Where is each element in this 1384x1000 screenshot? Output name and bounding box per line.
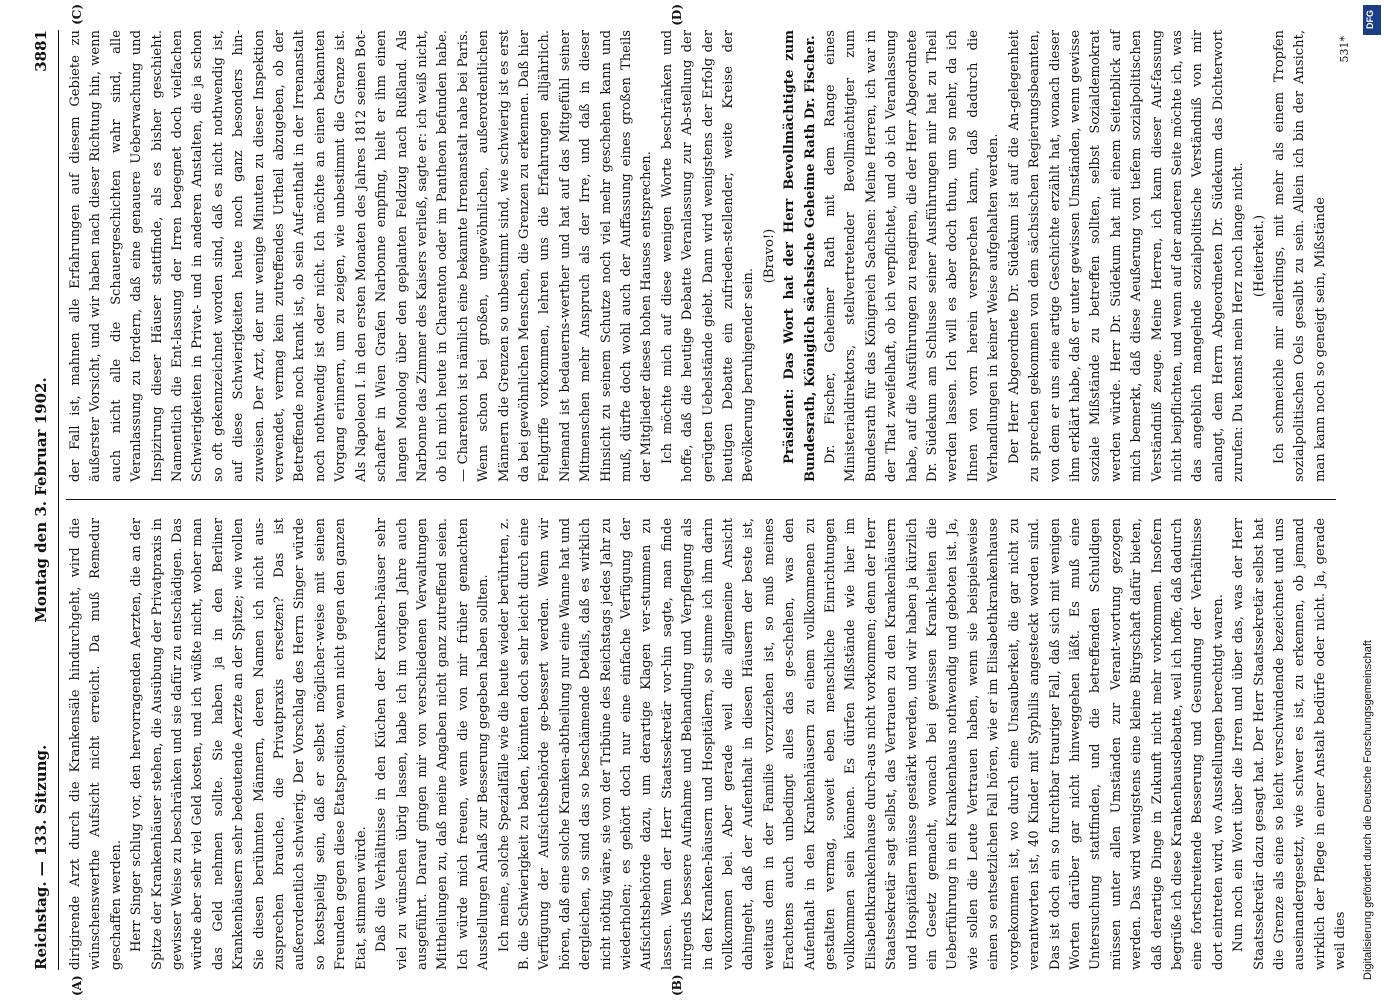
- digitization-text: Digitalisierung gefördert durch die Deutsche Forschungsgemeinschaft: [1362, 640, 1374, 980]
- president-speech: Präsident: Das Wort hat der Herr Bevollmächtigte zum Bundesrath, Königlich sächsische Geheime Rath Dr. Fischer.: [782, 30, 818, 482]
- margin-marker-d: (D): [670, 4, 684, 26]
- dfg-logo-text: DFG: [1365, 10, 1375, 29]
- right-paragraph: der Fall ist, mahnen alle Erfahrungen auf diesem Gebiete zu äußerster Vorsicht, und wir haben nach dieser Richtung hin, wenn auch nicht alle die Schauergeschichten wahr sind, alle Veranlassung zu fordern, daß eine genauere Ueberwachung und Inspizirung dieser Häuser stattfinde, als es bisher geschieht. Namentlich die Ent-lassung der Irren begegnet doch vielfachen Schwierigkeiten in Privat- und in anderen Anstalten, die ja schon so oft gekennzeichnet worden sind, daß es nicht nothwendig ist, auf diese Schwierigkeiten heute noch ganz besonders hin-zuweisen. Der Arzt, der nur wenige Minuten zu dieser Inspektion verwendet, vermag kein zutreffendes Urtheil abzugeben, ob der Betreffende noch krank ist, ob sein Auf-enthalt in der Irrenanstalt noch nothwendig ist oder nicht. Ich möchte an einen bekannten Vorgang erinnern, um zu zeigen, wie unbestimmt die Grenze ist. Als Napoleon I. in den ersten Monaten des Jahres 1812 seinen Bot-schafter in Wien Grafen Narbonne empfing, hielt er ihm einen langen Monolog über den geplanten Feldzug nach Rußland. Als Narbonne das Zimmer des Kaisers verließ, sagte er: ich weiß nicht, ob ich mich heute in Charenton oder im Pantheon befunden habe. — Charenton ist nämlich eine bekannte Irrenanstalt nahe bei Paris. Wenn schon bei großen, ungewöhnlichen, außerordentlichen Männern die Grenzen so unbestimmt sind, wie schwierig ist es erst da bei gewöhnlichen Menschen, die Grenzen zu erkennen. Daß hier Fehlgriffe vorkommen, lehren uns die Erfahrungen alljährlich. Niemand ist bedauerns-werther und hat auf das Mitgefühl seiner Mitmenschen mehr Anspruch als der Irre, und daß in dieser Hinsicht zu seinem Schutze noch viel mehr geschehen kann und muß, dürfte doch wohl auch der Auffassung eines großen Theils der Mitglieder dieses hohen Hauses entsprechen.: [68, 30, 655, 482]
- left-paragraph: dirigirende Arzt durch die Krankensäle hindurchgeht, wird die wünschenswerthe Aufsicht nicht erreicht. Da muß Remedur geschaffen werden.: [68, 518, 124, 970]
- sheet-number: 531*: [1338, 36, 1351, 63]
- header-session-title: Reichstag. — 133. Sitzung.: [32, 744, 50, 970]
- fischer-speech: Dr. Fischer, Geheimer Rath mit dem Range eines Ministerialdirektors, stellvertretender Bevollmächtigter zum Bundesrath für das Königreich Sachsen: Meine Herren, ich war in der That zweifelhaft, ob ich verpflichtet, und ob ich Veranlassung habe, auf die Ausführungen zu reagiren, die der Herr Abgeordnete Dr. Südekum am Schlusse seiner Ausführungen mir hat zu Theil werden lassen. Ich will es aber doch thun, um so mehr, da ich Ihnen von vorn herein versprechen kann, daß dadurch die Verhandlungen in keiner Weise aufgehalten werden.: [823, 30, 1002, 482]
- rotated-document-page: [30, 4, 1360, 996]
- laughter-note: (Heiterkeit.): [1251, 214, 1267, 298]
- right-column: [66, 30, 1336, 482]
- page-header: [30, 30, 58, 970]
- dfg-logo: [1363, 5, 1381, 35]
- right-paragraph: Ich schmeichle mir allerdings, mit mehr als einem Tropfen sozialpolitischen Oels gesalbt zu sein. Allein ich bin der Ansicht, man kann noch so geneigt sein, Mißstände: [1271, 30, 1328, 482]
- right-paragraph: Ich möchte mich auf diese wenigen Worte beschränken und hoffe, daß die heutige Debatte Veranlassung zur Ab-stellung der gerügten Uebelstände giebt. Dann wird wenigstens der Erfolg der heutigen Debatte ein zufrieden-stellender, weite Kreise der Bevölkerung beruhigender sein.: [659, 30, 757, 482]
- digitization-note: [1340, 40, 1384, 990]
- header-date: Montag den 3. Februar 1902.: [32, 377, 50, 623]
- left-column: [66, 518, 1349, 970]
- header-rule: [58, 30, 59, 970]
- margin-marker-b: (B): [670, 974, 684, 996]
- margin-marker-c: (C): [70, 4, 84, 25]
- margin-marker-a: (A): [70, 975, 84, 996]
- column-divider: [66, 499, 1336, 500]
- left-paragraph: Daß die Verhältnisse in den Küchen der Kranken-häuser sehr viel zu wünschen übrig lassen, habe ich im vorigen Jahre auch ausgeführt. Darauf gingen mir von verschiedenen Verwaltungen Mittheilungen zu, daß meine Angaben nicht ganz zutreffend seien. Ich würde mich freuen, wenn die von mir früher gemachten Ausstellungen Anlaß zur Besserung gegeben haben sollten.: [374, 518, 492, 970]
- left-paragraph: Ich meine, solche Spezialfälle wie die heute wieder berührten, z. B. die Schwierigkeit zu baden, könnten doch sehr leicht durch eine Verfügung der Aufsichtsbehörde ge-bessert werden. Wenn wir hören, daß eine solche Kranken-abtheilung nur eine Wanne hat und dergleichen, so sind das so beschämende Details, daß es wirklich nicht nöthig wäre, sie von der Tribüne des Reichstags jedes Jahr zu wiederholen; es gehört doch nur eine einfache Verfügung der Aufsichtsbehörde dazu, um derartige Klagen ver-stummen zu lassen. Wenn der Herr Staatssekretär vor-hin sagte, man finde nirgends bessere Aufnahme und Behandlung und Verpflegung als in den Kranken-häusern und Hospitälern, so stimme ich ihm darin vollkommen bei. Aber gerade weil die allgemeine Ansicht dahingeht, daß der Aufenthalt in diesen Häusern der beste ist, weitaus dem in der Familie vorzuziehen ist, so muß meines Erachtens auch unbedingt alles das ge-schehen, was den Aufenthalt in den Krankenhäusern zu einem vollkommenen zu gestalten vermag, soweit eben menschliche Einrichtungen vollkommen sein können. Es dürfen Mißstände wie hier im Elisabethkrankenhause durch-aus nicht vorkommen; denn der Herr Staatssekretär sagt selbst, das Vertrauen zu den Krankenhäusern und Hospitälern müsse gestärkt werden, und wir haben ja kürzlich ein Gesetz gemacht, wonach bei gewissen Krank-heiten die Ueberführung in ein Krankenhaus nothwendig und geboten ist. Ja, wie sollen die Leute Vertrauen haben, wenn sie beispielsweise einen so entsetzlichen Fall hören, wie er im Elisabethkrankenhause vorgekommen ist, wo durch eine Unsauberkeit, die gar nicht zu verantworten ist, 40 Kinder mit Syphilis angesteckt worden sind. Das ist doch ein so furchtbar trauriger Fall, daß sich mit wenigen Worten darüber gar nicht hinweggehen läßt. Es muß eine Untersuchung stattfinden, und die betreffenden Schuldigen müssen unter allen Umständen zur Verant-wortung gezogen werden. Das wird wenigstens eine kleine Bürgschaft dafür bieten, daß derartige Dinge in Zukunft nicht mehr vorkommen. Insofern begrüße ich diese Krankenhausdebatte, weil ich hoffe, daß dadurch eine fortschreitende Besserung und Gesundung der Verhältnisse dort eintreten wird, wo Ausstellungen berechtigt waren.: [496, 518, 1226, 970]
- applause-note: (Bravo!): [761, 228, 777, 284]
- header-page-number: 3881: [32, 30, 50, 72]
- left-paragraph: Nun noch ein Wort über die Irren und über das, was der Herr Staatssekretär dazu gesagt hat. Der Herr Staatssekretär selbst hat die Grenze als eine so leicht verschwindende bezeichnet und uns auseinandergesetzt, wie schwer es ist, zu erkennen, ob jemand wirklich der Pflege in einer Anstalt bedürfe oder nicht. Ja, gerade weil dies: [1231, 518, 1349, 970]
- right-paragraph: Der Herr Abgeordnete Dr. Südekum ist auf die An-gelegenheit zu sprechen gekommen von dem sächsischen Regierungsbeamten, von dem er uns eine artige Geschichte erzählt hat, wonach dieser ihm erklärt habe, daß er unter gewissen Umständen, wenn gewisse soziale Mißstände zu betreffen sollten, selbst Sozialdemokrat werden würde. Herr Dr. Südekum hat mit einem Seitenblick auf mich bemerkt, daß diese Aeußerung von tiefem sozialpolitischen Verständniß zeuge. Meine Herren, ich kann dieser Auf-fassung nicht beipflichten, und wenn auf der anderen Seite möchte ich, was das angeblich mangelnde sozialpolitische Verständniß von mir anlangt, dem Herrn Abgeordneten Dr. Südekum das Dichterwort zurufen: Du kennst mein Herz noch lange nicht.: [1006, 30, 1247, 482]
- left-paragraph: Herr Singer schlug vor, den hervorragenden Aerzten, die an der Spitze der Krankenhäuser stehen, die Ausübung der Privatpraxis in gewisser Weise zu beschränken und sie dafür zu entschädigen. Das würde aber sehr viel Geld kosten, und ich wüßte nicht, woher man das Geld nehmen sollte. Sie haben ja in den Berliner Krankenhäusern sehr bedeutende Aerzte an der Spitze; wie wollen Sie diesen berühmten Männern, deren Namen ich nicht aus-zusprechen brauche, die Privatpraxis ersetzen? Das ist außerordentlich schwierig. Der Vorschlag des Herrn Singer würde so kostspielig sein, daß er selbst möglicher-weise mit seinen Freunden gegen diese Etatsposition, wenn nicht gegen den ganzen Etat, stimmen würde.: [129, 518, 369, 970]
